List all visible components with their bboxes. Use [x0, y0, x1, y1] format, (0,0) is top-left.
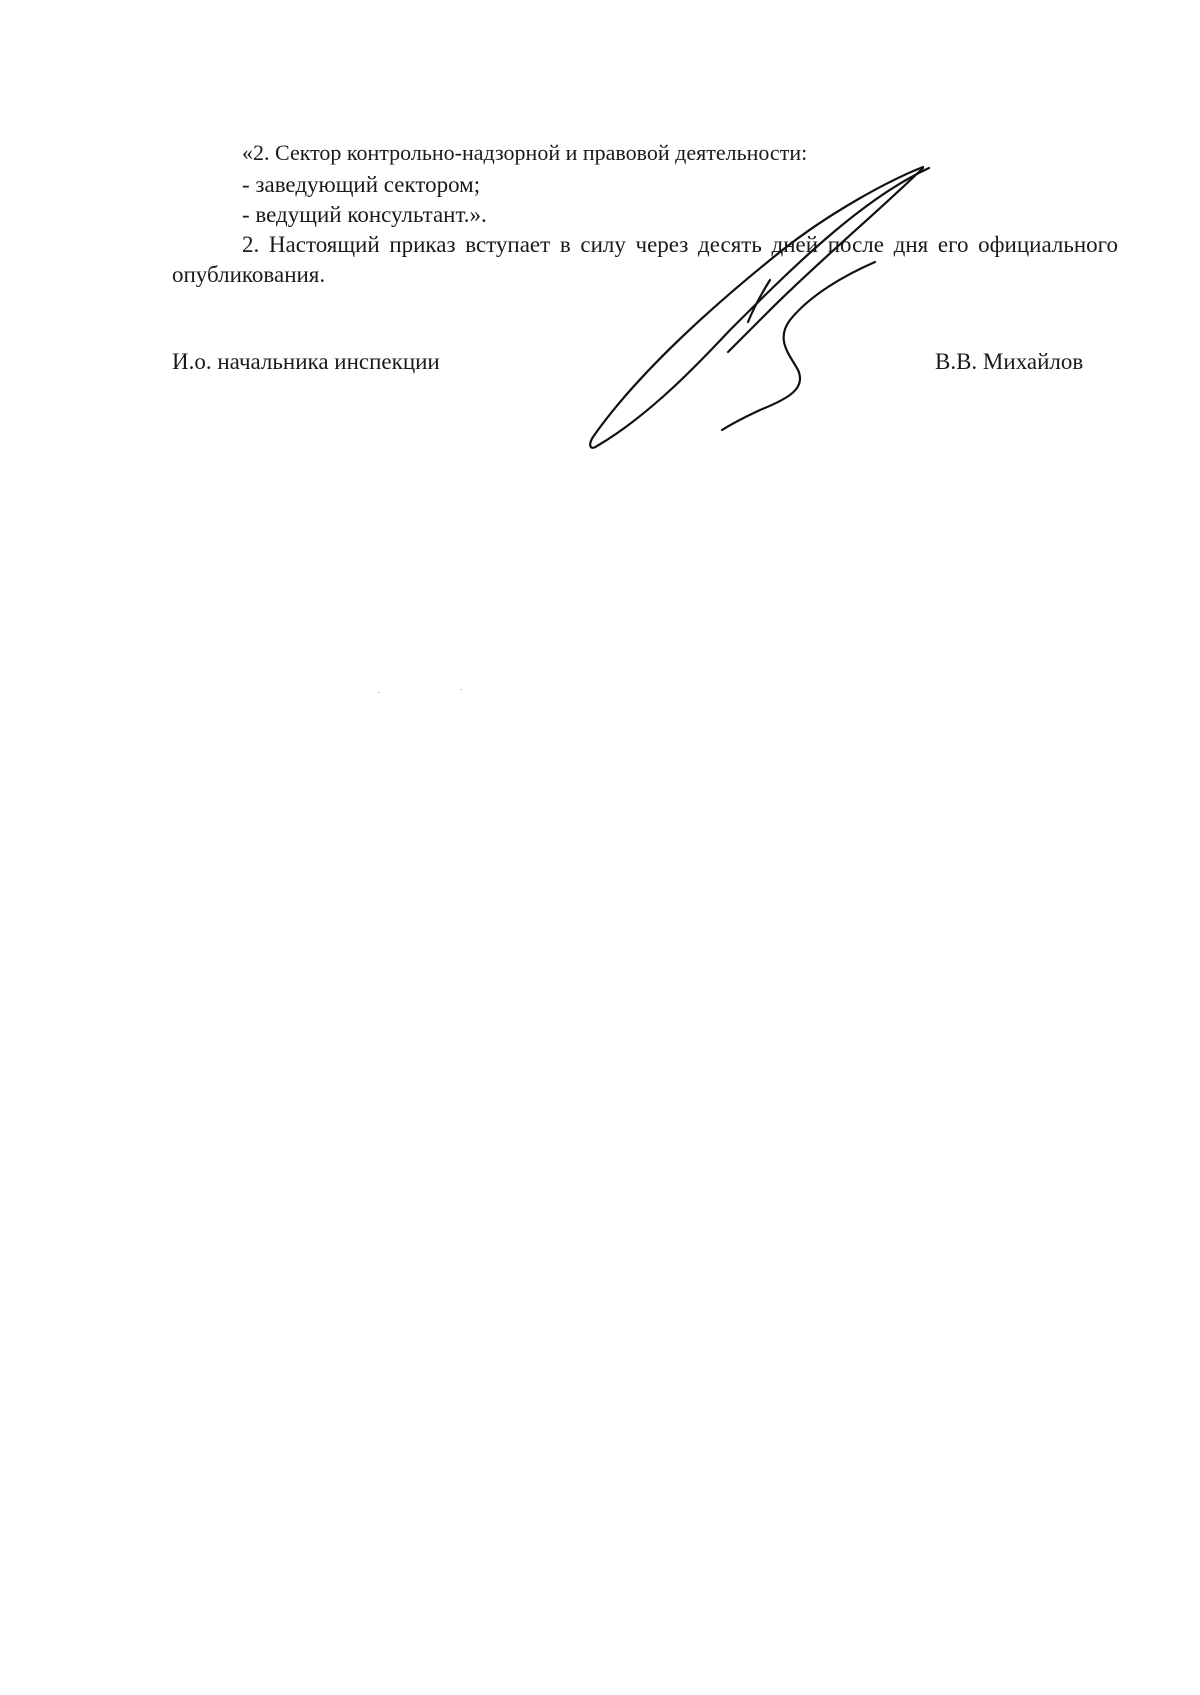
- signer-name: В.В. Михайлов: [935, 349, 1084, 374]
- signer-title: И.о. начальника инспекции: [172, 349, 440, 374]
- list-line-lead-consultant: - ведущий консультант.».: [242, 202, 487, 227]
- list-line-head-of-sector: - заведующий сектором;: [242, 172, 481, 197]
- scan-speck: [378, 692, 380, 693]
- list-line-sector-heading: «2. Сектор контрольно-надзорной и правовой деятельности:: [242, 140, 808, 165]
- scan-speck: [460, 689, 462, 690]
- effective-date-paragraph: 2. Настоящий приказ вступает в силу через десять дней после дня его официального опубликования.: [172, 232, 1118, 287]
